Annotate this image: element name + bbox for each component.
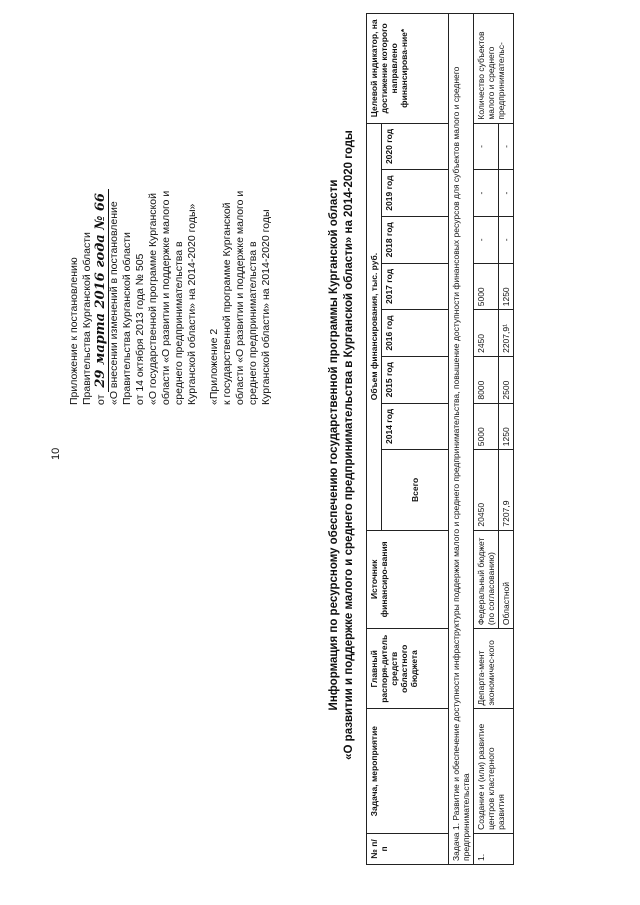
appendix-line: среднего предпринимательства в [173, 241, 185, 405]
col-total-header: Всего [382, 450, 449, 530]
year-value: 1250 [499, 263, 514, 310]
year-value: 2207,9¹ [499, 310, 514, 357]
col-manager-header: Главный распоря-дитель средств областного бюджета [367, 629, 449, 709]
financing-table [366, 13, 514, 865]
col-year-header: 2017 год [382, 263, 449, 310]
indicator-text: Количество субъектов малого и среднего предпринимательс- [474, 14, 514, 124]
appendix-line: Приложение к постановлению [68, 257, 80, 405]
title-line-2: «О развитии и поддержке малого и среднего предпринимательства в Курганской области» на 2014-2020 годы [343, 130, 355, 760]
year-value: - [474, 123, 499, 170]
year-value: - [499, 123, 514, 170]
year-value: - [499, 216, 514, 263]
appendix-line: «О внесении изменений в постановление [108, 201, 120, 405]
year-value: 2500 [499, 356, 514, 403]
appendix-line: от 14 октября 2013 года № 505 [134, 253, 146, 405]
year-value: 2450 [474, 310, 499, 357]
col-source-header: Источник финансиро-вания [367, 530, 449, 629]
page-title [327, 85, 357, 805]
appendix-header [68, 15, 199, 405]
appendix-line: области «О развитии и поддержке малого и [160, 190, 172, 405]
year-value: 1250 [499, 403, 514, 450]
year-value: - [499, 170, 514, 217]
task-1-heading: Задача 1. Развитие и обеспечение доступности инфраструктуры поддержки малого и среднего предпринимательства, повышение доступности финансовых ресурсов для субъектов малого и среднего предпринимательства [449, 14, 474, 865]
col-num-header: № п/п [367, 833, 449, 864]
activity-name: Создание и (или) развитие центров кластерного развития [474, 709, 514, 833]
appendix-line: Правительства Курганской области [81, 232, 93, 405]
appendix-line: Правительства Курганской области [121, 232, 133, 405]
task-row [449, 14, 474, 865]
col-year-header: 2016 год [382, 310, 449, 357]
year-value: 5000 [474, 263, 499, 310]
table-header-row [367, 14, 382, 865]
appendix-2-line: области «О развитии и поддержке малого и [234, 190, 246, 405]
year-value: 5000 [474, 403, 499, 450]
year-value: 8000 [474, 356, 499, 403]
appendix-line: Курганской области» на 2014-2020 годы» [186, 203, 198, 405]
table-row [474, 14, 499, 865]
col-year-header: 2018 год [382, 216, 449, 263]
row-number: 1. [474, 833, 514, 864]
col-volume-header: Объем финансирования, тыс. руб. [367, 123, 382, 530]
source-name: Федеральный бюджет (по согласованию) [474, 530, 499, 629]
total-value: 7207,9 [499, 450, 514, 530]
appendix-2-header [208, 15, 273, 405]
page-number: 10 [50, 447, 62, 460]
col-task-header: Задача, мероприятие [367, 709, 449, 833]
col-year-header: 2014 год [382, 403, 449, 450]
col-year-header: 2015 год [382, 356, 449, 403]
appendix-2-line: Курганской области» на 2014-2020 годы [260, 209, 272, 405]
col-year-header: 2019 год [382, 170, 449, 217]
col-indicator-header: Целевой индикатор, на достижение которого направлено финансирова-ние* [367, 14, 449, 124]
appendix-2-line: среднего предпринимательства в [247, 241, 259, 405]
total-value: 20450 [474, 450, 499, 530]
source-name: Областной [499, 530, 514, 629]
handwritten-date: 29 марта 2016 года № 66 [93, 189, 109, 392]
col-year-header: 2020 год [382, 123, 449, 170]
year-value: - [474, 216, 499, 263]
appendix-line: «О государственной программе Курганской [147, 193, 159, 405]
appendix-2-line: к государственной программе Курганской [221, 202, 233, 405]
appendix-date-line: от 29 марта 2016 года № 66 [94, 15, 108, 405]
year-value: - [474, 170, 499, 217]
manager-name: Департа-мент экономичес-кого [474, 629, 514, 709]
appendix-2-line: «Приложение 2 [208, 328, 220, 405]
title-line-1: Информация по ресурсному обеспечению государственной программы Курганской области [328, 179, 340, 711]
